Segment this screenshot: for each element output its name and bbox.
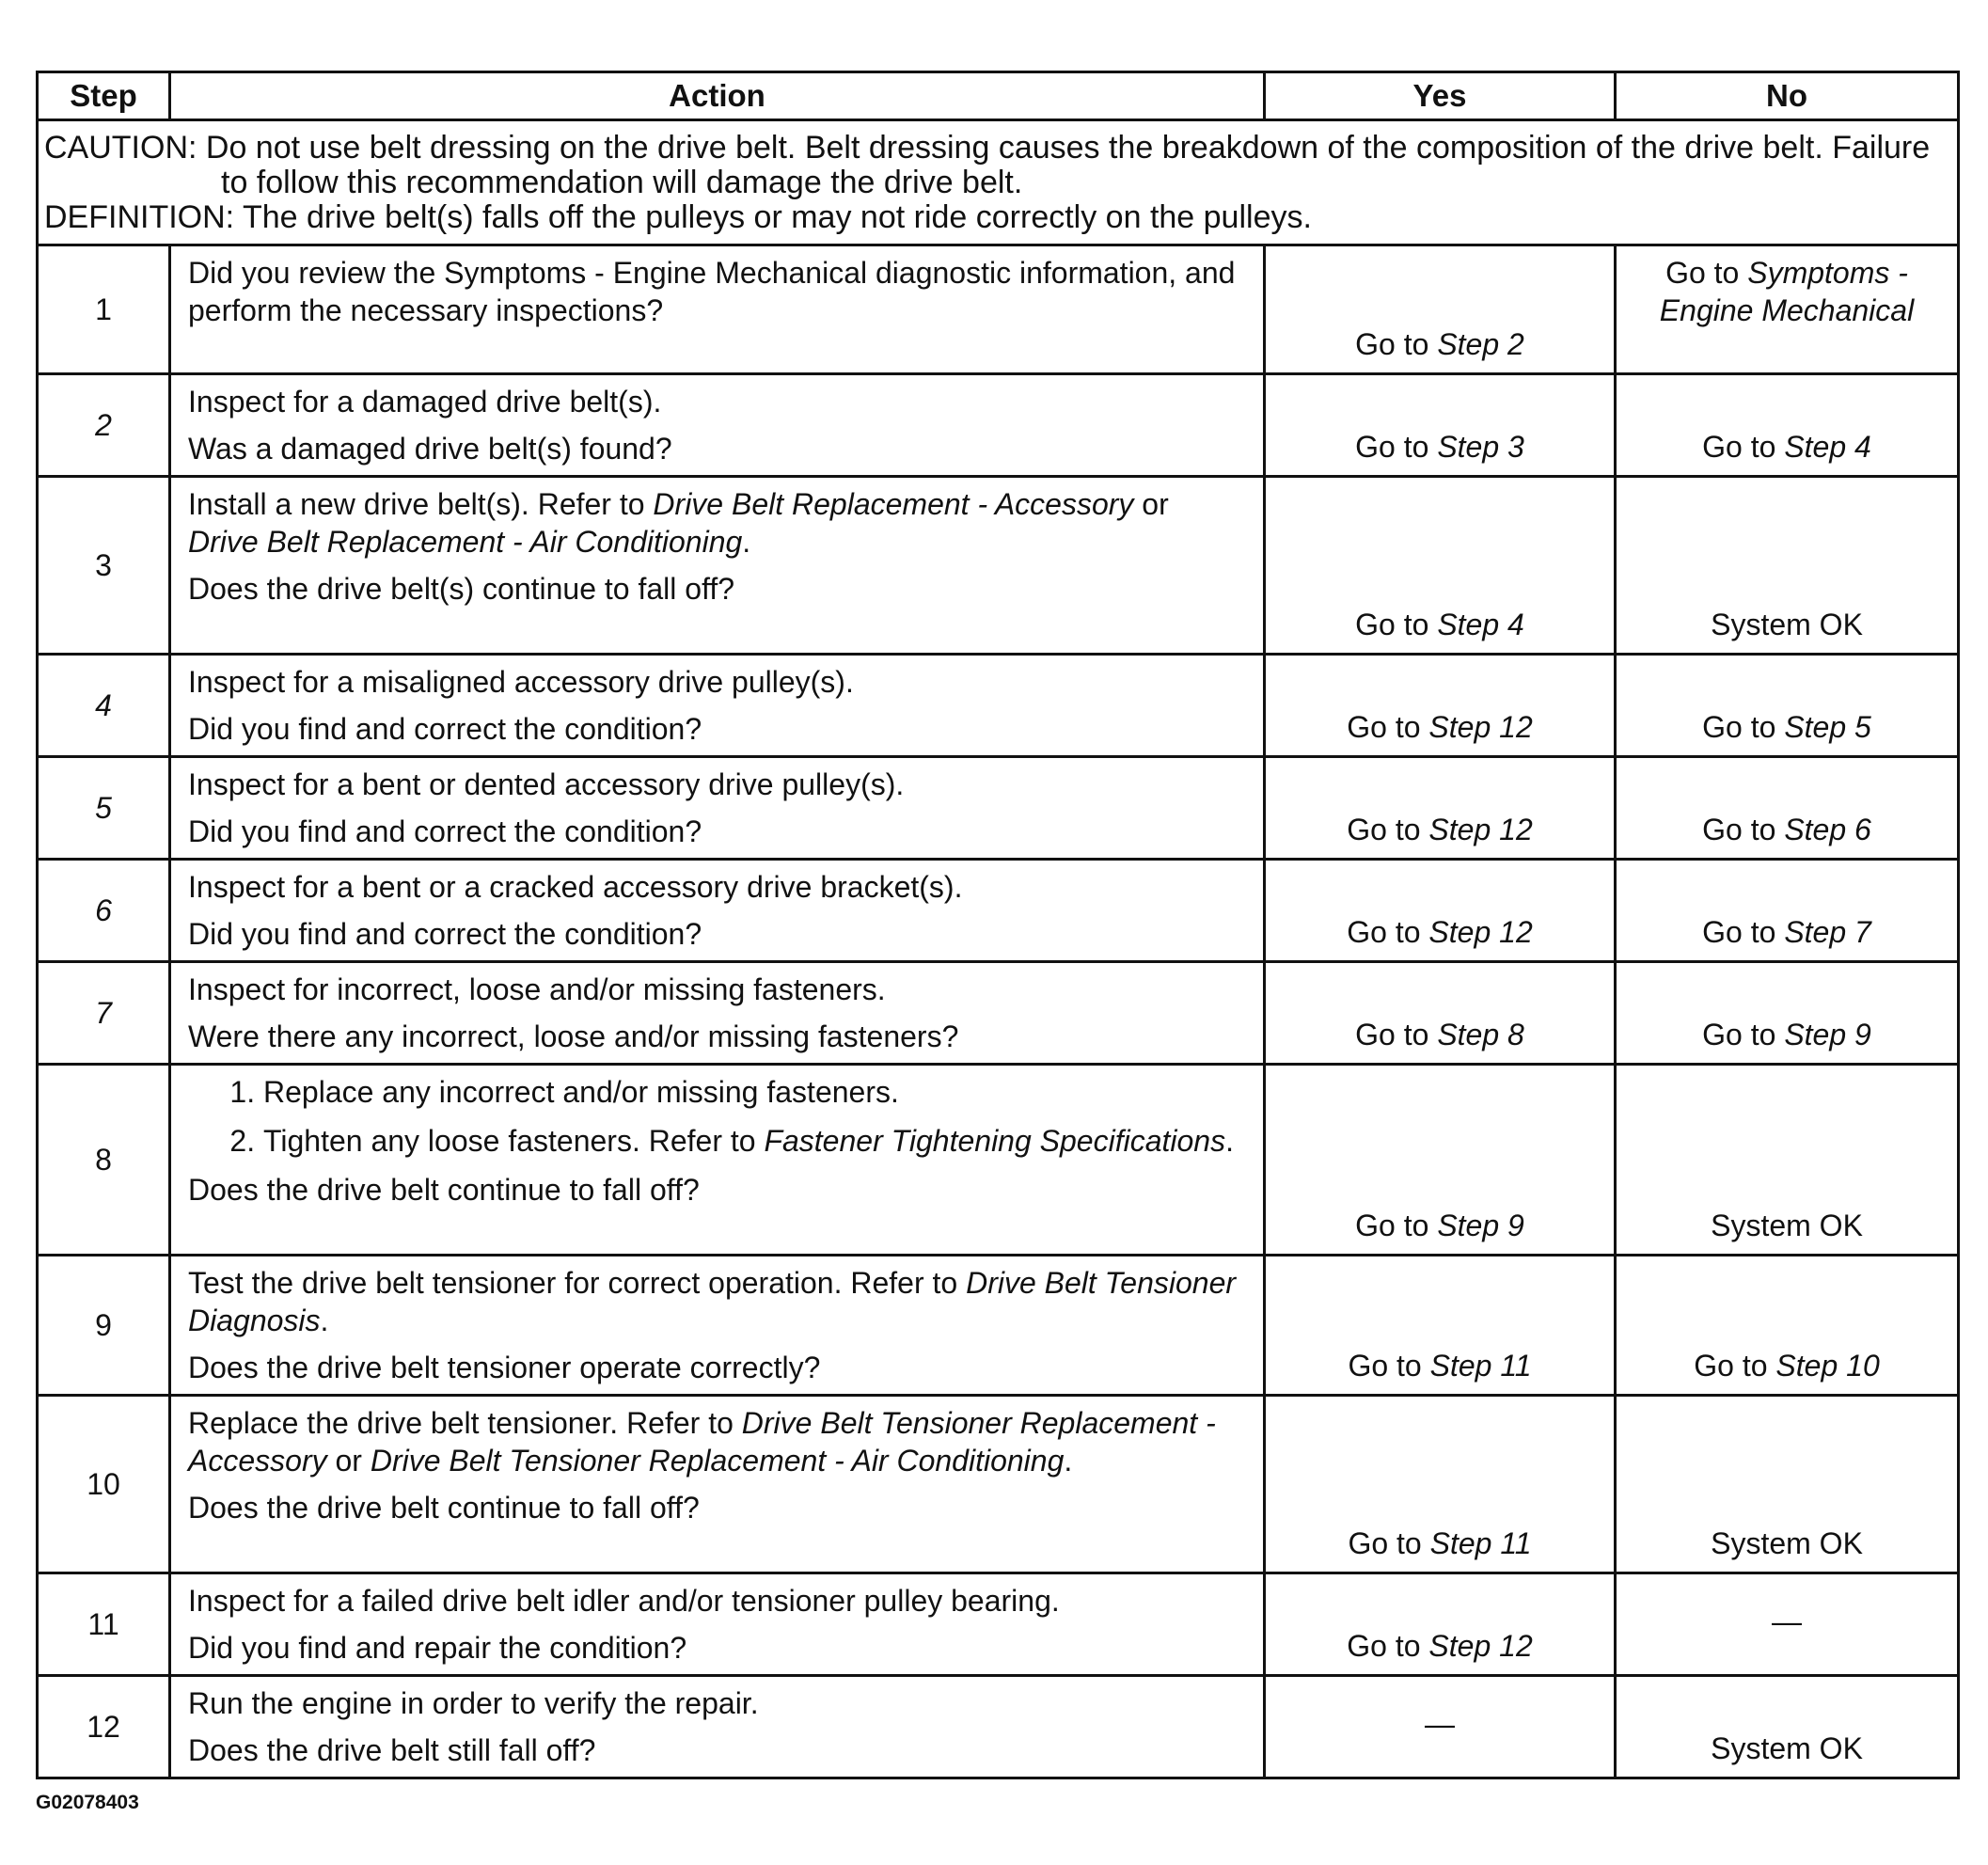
yes-step-link[interactable]: Step 11 — [1429, 1349, 1532, 1383]
list-item: 1. Replace any incorrect and/or missing fasteners. — [263, 1073, 1246, 1111]
action-text: . — [1064, 1444, 1073, 1478]
action-instruction: Inspect for a misaligned accessory drive pulley(s). — [188, 665, 854, 699]
yes-cell — [1265, 1396, 1616, 1573]
step-number: 1 — [38, 245, 170, 374]
action-reference-link[interactable]: Drive Belt Tensioner Replacement - Accessory — [188, 1406, 1216, 1478]
action-reference-link[interactable]: Drive Belt Tensioner Replacement - Air Conditioning — [370, 1444, 1065, 1478]
action-question: Did you find and repair the condition? — [188, 1631, 687, 1665]
table-row — [38, 374, 1959, 477]
yes-cell — [1265, 860, 1616, 962]
action-question: Does the drive belt still fall off? — [188, 1733, 596, 1767]
action-text: Install a new drive belt(s). Refer to — [188, 487, 654, 521]
no-cell — [1616, 655, 1959, 757]
table-row — [38, 1256, 1959, 1396]
step-number: 6 — [38, 860, 170, 962]
yes-cell — [1265, 245, 1616, 374]
yes-step-link[interactable]: Step 3 — [1437, 430, 1524, 464]
diagnostic-table-document — [36, 71, 1957, 1779]
table-row — [38, 245, 1959, 374]
action-instruction: Inspect for a bent or dented accessory drive pulley(s). — [188, 767, 905, 801]
no-step-link[interactable]: Step 10 — [1775, 1349, 1880, 1383]
no-step-link[interactable]: Step 6 — [1784, 813, 1871, 846]
no-cell — [1616, 962, 1959, 1065]
no-prefix: Go to — [1694, 1349, 1776, 1383]
action-instruction: Inspect for a damaged drive belt(s). — [188, 385, 662, 419]
no-reference-link[interactable]: Symptoms - Engine Mechanical — [1659, 256, 1915, 327]
yes-prefix: Go to — [1355, 430, 1438, 464]
action-text: . — [320, 1304, 329, 1337]
yes-prefix: Go to — [1355, 1018, 1438, 1051]
action-cell — [170, 1065, 1265, 1256]
action-question: Did you find and correct the condition? — [188, 712, 702, 746]
action-instruction — [188, 485, 1246, 561]
action-cell — [170, 1573, 1265, 1676]
action-cell — [170, 245, 1265, 374]
list-text: Tighten any loose fasteners. Refer to — [263, 1124, 765, 1158]
no-cell: — — [1616, 1573, 1959, 1676]
action-instruction: Run the engine in order to verify the repair. — [188, 1686, 759, 1720]
no-cell — [1616, 860, 1959, 962]
step-number: 3 — [38, 477, 170, 655]
no-prefix: Go to — [1702, 915, 1785, 949]
no-cell — [1616, 1256, 1959, 1396]
no-step-link[interactable]: Step 5 — [1784, 710, 1871, 744]
no-prefix: Go to — [1702, 813, 1785, 846]
step-number: 5 — [38, 757, 170, 860]
notes-row — [38, 120, 1959, 245]
header-yes: Yes — [1265, 72, 1616, 120]
table-row — [38, 477, 1959, 655]
yes-step-link[interactable]: Step 12 — [1428, 915, 1533, 949]
no-cell: System OK — [1616, 477, 1959, 655]
yes-step-link[interactable]: Step 4 — [1437, 608, 1524, 641]
yes-step-link[interactable]: Step 12 — [1428, 813, 1533, 846]
no-prefix: Go to — [1702, 430, 1785, 464]
no-cell — [1616, 757, 1959, 860]
action-cell — [170, 860, 1265, 962]
list-text: . — [1225, 1124, 1234, 1158]
table-row — [38, 757, 1959, 860]
step-number: 2 — [38, 374, 170, 477]
notes-cell — [38, 120, 1959, 245]
action-text: . — [742, 525, 751, 559]
action-cell — [170, 1676, 1265, 1778]
action-cell — [170, 477, 1265, 655]
action-reference-link[interactable]: Drive Belt Tensioner Diagnosis — [188, 1266, 1237, 1337]
step-number: 7 — [38, 962, 170, 1065]
table-row — [38, 962, 1959, 1065]
header-row — [38, 72, 1959, 120]
header-no: No — [1616, 72, 1959, 120]
action-text: or — [326, 1444, 371, 1478]
action-question: Did you find and correct the condition? — [188, 917, 702, 951]
no-cell — [1616, 374, 1959, 477]
no-step-link[interactable]: Step 4 — [1784, 430, 1871, 464]
table-row — [38, 1065, 1959, 1256]
yes-prefix: Go to — [1355, 608, 1438, 641]
action-cell — [170, 374, 1265, 477]
action-reference-link[interactable]: Drive Belt Replacement - Accessory — [653, 487, 1134, 521]
caution-note: CAUTION: Do not use belt dressing on the drive belt. Belt dressing causes the breakdown of the composition of the drive belt. Failure to follow this recommendation will damage the drive belt. — [44, 129, 1931, 200]
action-reference-link[interactable]: Drive Belt Replacement - Air Conditioning — [188, 525, 743, 559]
yes-cell — [1265, 1256, 1616, 1396]
yes-cell — [1265, 374, 1616, 477]
action-list — [188, 1073, 1246, 1160]
action-instruction: Inspect for incorrect, loose and/or missing fasteners. — [188, 972, 886, 1006]
step-number: 11 — [38, 1573, 170, 1676]
table-row — [38, 1676, 1959, 1778]
yes-prefix: Go to — [1355, 327, 1438, 361]
action-instruction — [188, 1264, 1246, 1339]
yes-cell — [1265, 757, 1616, 860]
action-cell — [170, 757, 1265, 860]
action-question: Does the drive belt(s) continue to fall off? — [188, 572, 735, 606]
action-question: Does the drive belt tensioner operate correctly? — [188, 1351, 821, 1384]
action-question: Did you review the Symptoms - Engine Mechanical diagnostic information, and perform the necessary inspections? — [188, 256, 1236, 327]
action-cell — [170, 1256, 1265, 1396]
action-instruction: Inspect for a bent or a cracked accessory drive bracket(s). — [188, 870, 963, 904]
no-step-link[interactable]: Step 7 — [1784, 915, 1871, 949]
action-question: Was a damaged drive belt(s) found? — [188, 432, 672, 466]
header-step: Step — [38, 72, 170, 120]
action-question: Does the drive belt continue to fall off? — [188, 1173, 700, 1207]
action-instruction — [188, 1404, 1246, 1479]
yes-prefix: Go to — [1348, 1526, 1430, 1560]
yes-prefix: Go to — [1347, 813, 1429, 846]
yes-prefix: Go to — [1355, 1209, 1438, 1242]
no-prefix: Go to — [1702, 710, 1785, 744]
action-cell — [170, 1396, 1265, 1573]
yes-step-link[interactable]: Step 12 — [1428, 710, 1533, 744]
yes-prefix: Go to — [1348, 1349, 1430, 1383]
yes-step-link[interactable]: Step 9 — [1437, 1209, 1524, 1242]
action-cell — [170, 962, 1265, 1065]
step-number: 4 — [38, 655, 170, 757]
no-prefix: Go to — [1665, 256, 1748, 290]
no-prefix: Go to — [1702, 1018, 1785, 1051]
yes-step-link[interactable]: Step 11 — [1429, 1526, 1532, 1560]
no-cell: System OK — [1616, 1676, 1959, 1778]
yes-prefix: Go to — [1347, 915, 1429, 949]
action-text: Replace the drive belt tensioner. Refer to — [188, 1406, 742, 1440]
yes-prefix: Go to — [1347, 710, 1429, 744]
action-question: Were there any incorrect, loose and/or missing fasteners? — [188, 1019, 959, 1053]
step-number: 10 — [38, 1396, 170, 1573]
action-cell — [170, 655, 1265, 757]
yes-step-link[interactable]: Step 12 — [1428, 1629, 1533, 1663]
no-cell: System OK — [1616, 1396, 1959, 1573]
no-cell — [1616, 245, 1959, 374]
action-text: Test the drive belt tensioner for correct operation. Refer to — [188, 1266, 967, 1300]
no-step-link[interactable]: Step 9 — [1784, 1018, 1871, 1051]
yes-prefix: Go to — [1347, 1629, 1429, 1663]
table-row — [38, 655, 1959, 757]
step-number: 8 — [38, 1065, 170, 1256]
yes-step-link[interactable]: Step 8 — [1437, 1018, 1524, 1051]
table-row — [38, 1396, 1959, 1573]
yes-cell: — — [1265, 1676, 1616, 1778]
action-text: or — [1133, 487, 1169, 521]
step-number: 9 — [38, 1256, 170, 1396]
step-number: 12 — [38, 1676, 170, 1778]
action-question: Does the drive belt continue to fall off? — [188, 1491, 700, 1525]
yes-cell — [1265, 962, 1616, 1065]
table-row — [38, 860, 1959, 962]
table-row — [38, 1573, 1959, 1676]
yes-cell — [1265, 655, 1616, 757]
no-cell: System OK — [1616, 1065, 1959, 1256]
yes-cell — [1265, 1065, 1616, 1256]
figure-id: G02078403 — [36, 1792, 139, 1813]
list-item — [263, 1122, 1246, 1160]
definition-note: DEFINITION: The drive belt(s) falls off the pulleys or may not ride correctly on the pulleys. — [44, 198, 1312, 235]
header-action: Action — [170, 72, 1265, 120]
yes-cell — [1265, 1573, 1616, 1676]
diagnostic-table — [36, 71, 1960, 1779]
yes-step-link[interactable]: Step 2 — [1437, 327, 1524, 361]
yes-cell — [1265, 477, 1616, 655]
action-question: Did you find and correct the condition? — [188, 814, 702, 848]
action-reference-link[interactable]: Fastener Tightening Specifications — [764, 1124, 1226, 1158]
action-instruction: Inspect for a failed drive belt idler and/or tensioner pulley bearing. — [188, 1584, 1060, 1618]
